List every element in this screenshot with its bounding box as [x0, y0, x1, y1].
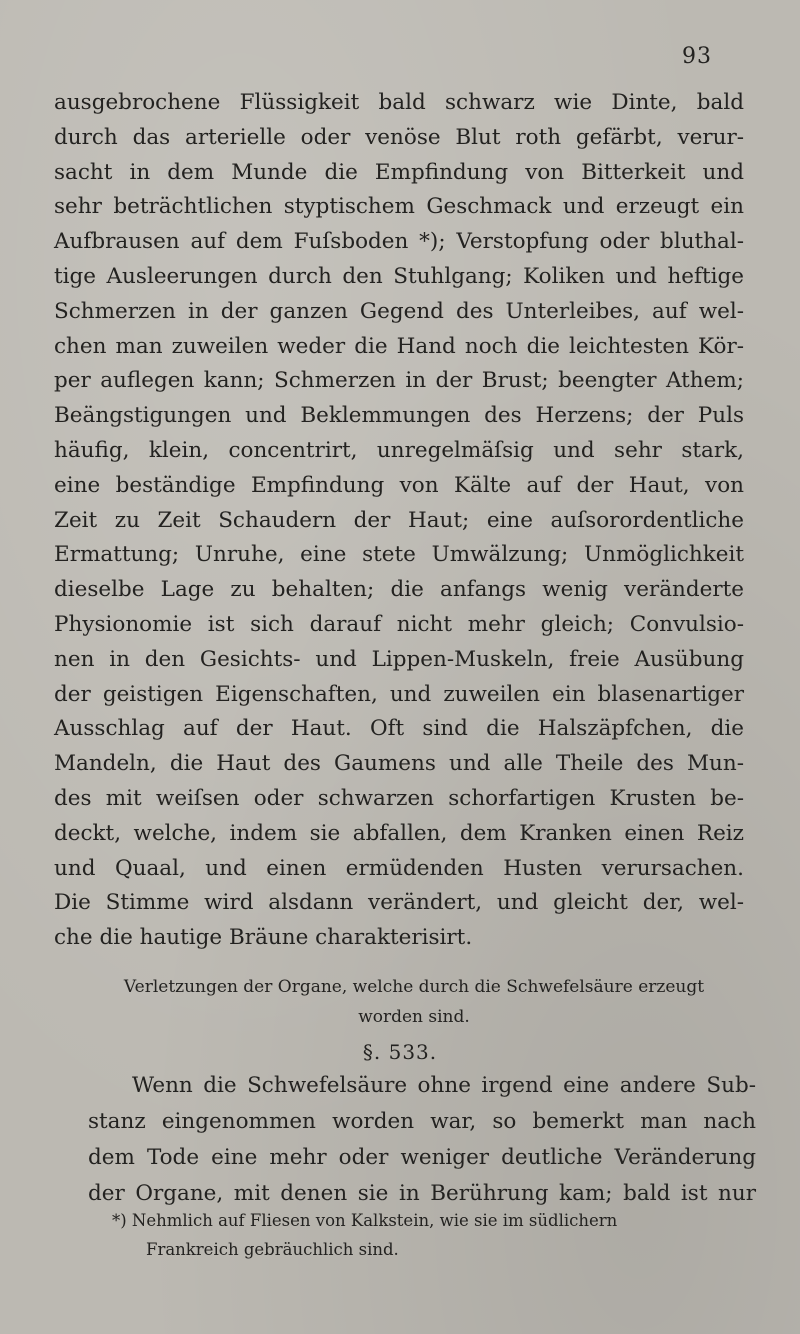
text-line: Physionomie ist sich darauf nicht mehr gleich; Convulsio- [54, 611, 744, 637]
text-line: Mandeln, die Haut des Gaumens und alle Theile des Mun- [54, 751, 744, 777]
section-heading [80, 972, 748, 1032]
text-line: Ausschlag auf der Haut. Oft sind die Halszäpfchen, die [54, 716, 744, 742]
heading-line: worden sind. [358, 1007, 470, 1027]
text-line: sehr beträchtlichen styptischem Geschmack und erzeugt ein [54, 194, 744, 220]
text-line: nen in den Gesichts- und Lippen-Muskeln, freie Ausübung [54, 646, 744, 672]
text-line: Schmerzen in der ganzen Gegend des Unterleibes, auf wel- [54, 298, 744, 324]
text-line: und Quaal, und einen ermüdenden Husten verursachen. [54, 855, 744, 881]
text-line: dem Tode eine mehr oder weniger deutliche Veränderung [88, 1145, 756, 1170]
text-line: deckt, welche, indem sie abfallen, dem Kranken einen Reiz [54, 820, 744, 846]
text-line: Beängstigungen und Beklemmungen des Herzens; der Puls [54, 403, 744, 429]
text-line: Ermattung; Unruhe, eine stete Umwälzung; Unmöglichkeit [54, 542, 744, 568]
text-line: häufig, klein, concentrirt, unregelmäſsig und sehr stark, [54, 437, 744, 463]
text-line: eine beständige Empfindung von Kälte auf der Haut, von [54, 472, 744, 498]
text-line: sacht in dem Munde die Empfindung von Bitterkeit und [54, 159, 744, 185]
text-line: Wenn die Schwefelsäure ohne irgend eine andere Sub- [132, 1073, 756, 1098]
text-line: tige Ausleerungen durch den Stuhlgang; Koliken und heftige [54, 263, 744, 289]
text-line: che die hautige Bräune charakterisirt. [54, 925, 473, 951]
heading-line: Verletzungen der Organe, welche durch die Schwefelsäure erzeugt [123, 977, 705, 997]
text-line: per auflegen kann; Schmerzen in der Brust; beengter Athem; [54, 368, 744, 394]
text-line: dieselbe Lage zu behalten; die anfangs wenig veränderte [54, 577, 744, 603]
text-line: ausgebrochene Flüssigkeit bald schwarz wie Dinte, bald [54, 90, 744, 115]
section-number: §. 533. [362, 1040, 438, 1064]
body-paragraph [54, 86, 744, 956]
text-line: Aufbrausen auf dem Fuſsboden *); Verstopfung oder bluthal- [54, 229, 744, 255]
text-line: durch das arterielle oder venöse Blut roth gefärbt, verur- [54, 124, 744, 150]
text-line: stanz eingenommen worden war, so bemerkt man nach [88, 1109, 756, 1134]
text-line: Zeit zu Zeit Schaudern der Haut; eine auſsorordentliche [54, 507, 744, 533]
text-line: chen man zuweilen weder die Hand noch die leichtesten Kör- [54, 333, 744, 359]
section-paragraph [88, 1068, 756, 1212]
footnote-line: *) Nehmlich auf Fliesen von Kalkstein, wie sie im südlichern [112, 1211, 618, 1230]
text-line: der Organe, mit denen sie in Berührung kam; bald ist nur [88, 1181, 756, 1206]
text-line: des mit weiſsen oder schwarzen schorfartigen Krusten be- [54, 785, 744, 811]
text-line: Die Stimme wird alsdann verändert, und gleicht der, wel- [54, 890, 744, 916]
footnote [112, 1206, 762, 1264]
page-number: 93 [682, 44, 712, 69]
footnote-line: Frankreich gebräuchlich sind. [146, 1240, 399, 1259]
text-line: der geistigen Eigenschaften, und zuweilen ein blasenartiger [54, 681, 744, 707]
